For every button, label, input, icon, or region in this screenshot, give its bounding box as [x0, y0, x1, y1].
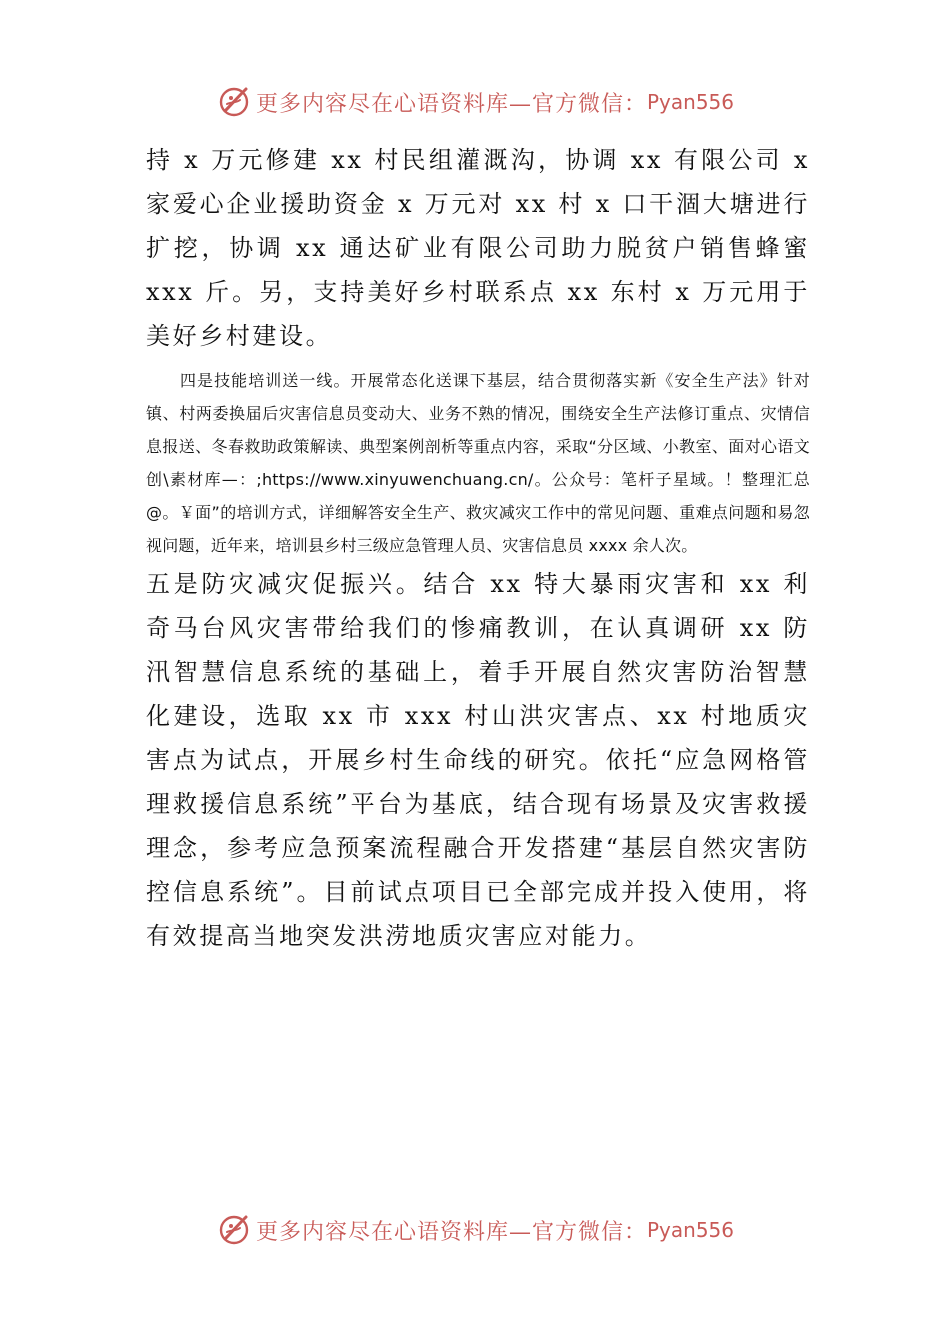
footer-banner	[0, 1210, 950, 1250]
brush-pen-logo-icon	[216, 84, 252, 120]
paragraph-funding: 持 x 万元修建 xx 村民组灌溉沟，协调 xx 有限公司 x 家爱心企业援助资金 x 万元对 xx 村 x 口干涸大塘进行扩挖，协调 xx 通达矿业有限公司助力脱贫户销售蜂蜜 xxx 斤。另，支持美好乡村联系点 xx 东村 x 万元用于美好乡村建设。	[146, 146, 810, 350]
banner-text: 更多内容尽在心语资料库—官方微信：	[255, 91, 647, 117]
paragraph-skills-training: 四是技能培训送一线。开展常态化送课下基层，结合贯彻落实新《安全生产法》针对镇、村两委换届后灾害信息员变动大、业务不熟的情况，围绕安全生产法修订重点、灾情信息报送、冬春救助政策解读、典型案例剖析等重点内容，采取“分区域、小教室、面对心语文创\素材库—：;https://www.xinyuwenchuang.cn/。公众号：笔杆子星域。！整理汇总@。￥面”的培训方式，详细解答安全生产、救灾减灾工作中的常见问题、重难点问题和易忽视问题，近年来，培训县乡村三级应急管理人员、灾害信息员 xxxx 余人次。	[146, 371, 810, 555]
banner-contact-id: Pyan556	[647, 1218, 735, 1242]
brush-pen-logo-icon	[216, 1212, 252, 1248]
paragraph-disaster-prevention: 五是防灾减灾促振兴。结合 xx 特大暴雨灾害和 xx 利奇马台风灾害带给我们的惨痛教训，在认真调研 xx 防汛智慧信息系统的基础上，着手开展自然灾害防治智慧化建设，选取 xx 市 xxx 村山洪灾害点、xx 村地质灾害点为试点，开展乡村生命线的研究。依托“应急网格管理救援信息系统”平台为基底，结合现有场景及灾害救援理念，参考应急预案流程融合开发搭建“基层自然灾害防控信息系统”。目前试点项目已全部完成并投入使用，将有效提高当地突发洪涝地质灾害应对能力。	[146, 570, 810, 950]
header-banner	[0, 82, 950, 122]
banner-text: 更多内容尽在心语资料库—官方微信：	[255, 1219, 647, 1245]
document-body	[146, 138, 810, 958]
banner-contact-id: Pyan556	[647, 90, 735, 114]
